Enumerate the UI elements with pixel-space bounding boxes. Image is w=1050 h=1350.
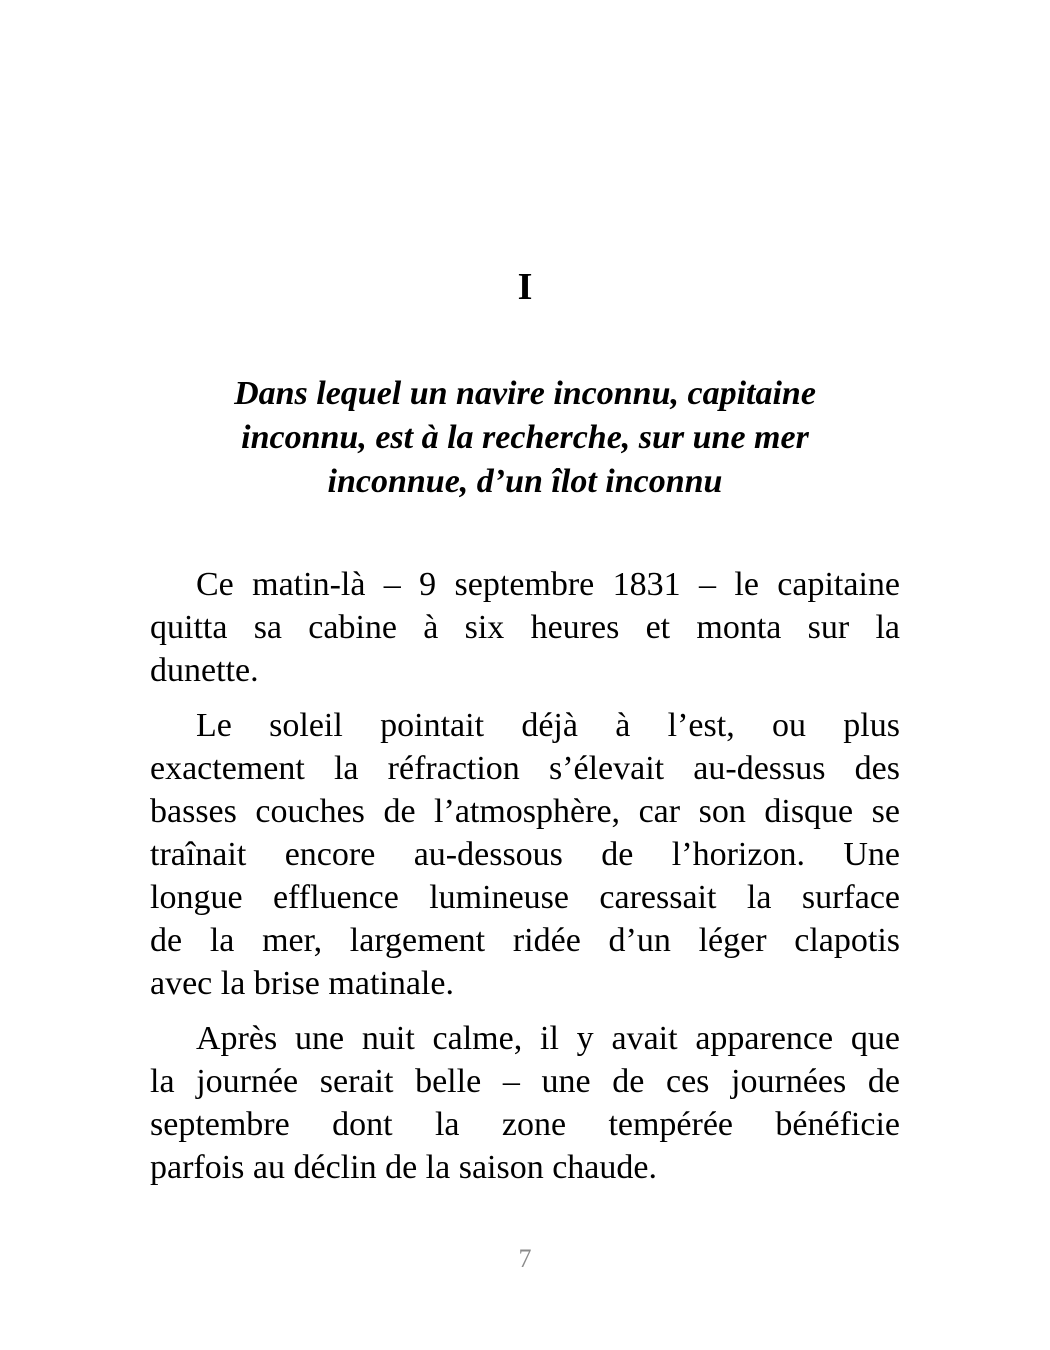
- chapter-title-line: inconnue, d’un îlot inconnu: [327, 463, 723, 500]
- text-line: dunette.: [150, 652, 259, 689]
- chapter-title: [175, 372, 875, 504]
- paragraph: [150, 1017, 900, 1189]
- chapter-title-line: inconnu, est à la recherche, sur une mer: [241, 419, 809, 456]
- text-line: exactement la réfraction s’élevait au-dessus des: [150, 750, 900, 787]
- text-line: Le soleil pointait déjà à l’est, ou plus: [196, 707, 900, 744]
- text-line: longue effluence lumineuse caressait la surface: [150, 879, 900, 916]
- paragraph: [150, 704, 900, 1005]
- page-number: 7: [518, 1244, 532, 1273]
- text-line: traînait encore au-dessous de l’horizon. Une: [150, 836, 900, 873]
- text-line: de la mer, largement ridée d’un léger clapotis: [150, 922, 900, 959]
- text-line: quitta sa cabine à six heures et monta sur la: [150, 609, 900, 646]
- text-line: parfois au déclin de la saison chaude.: [150, 1149, 657, 1186]
- text-line: Après une nuit calme, il y avait apparence que: [196, 1020, 900, 1057]
- chapter-title-line: Dans lequel un navire inconnu, capitaine: [234, 375, 816, 412]
- text-line: avec la brise matinale.: [150, 965, 454, 1002]
- chapter-body: [150, 563, 900, 1201]
- text-line: septembre dont la zone tempérée bénéficie: [150, 1106, 900, 1143]
- text-line: la journée serait belle – une de ces journées de: [150, 1063, 900, 1100]
- chapter-number: I: [517, 266, 533, 308]
- text-line: basses couches de l’atmosphère, car son disque se: [150, 793, 900, 830]
- text-line: Ce matin-là – 9 septembre 1831 – le capitaine: [196, 566, 900, 603]
- paragraph: [150, 563, 900, 692]
